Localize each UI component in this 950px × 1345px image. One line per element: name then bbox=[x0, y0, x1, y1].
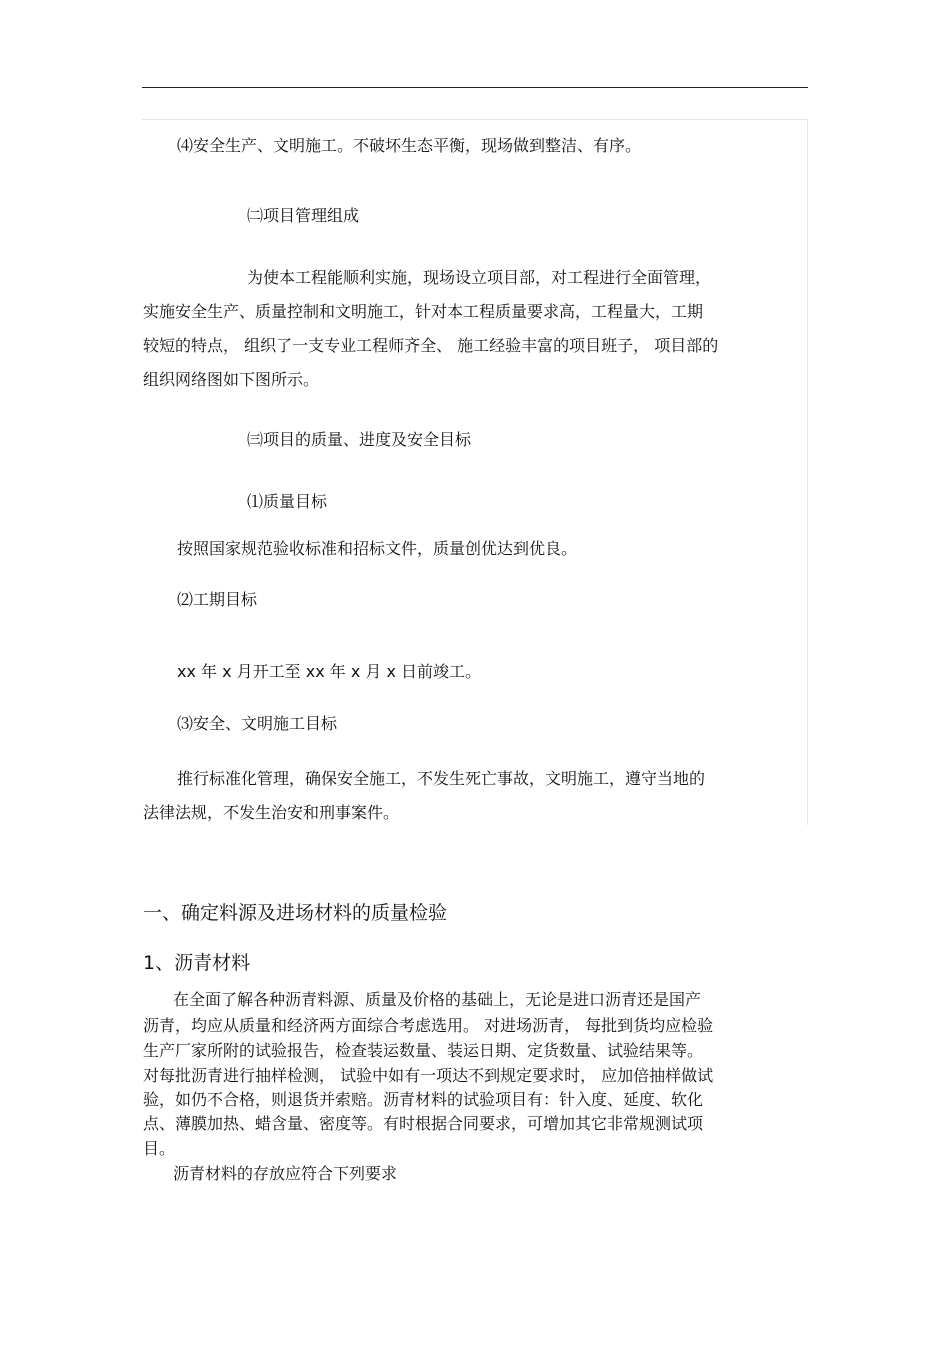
paragraph-line: 沥青材料的存放应符合下列要求 bbox=[173, 1164, 398, 1183]
header-rule bbox=[142, 87, 808, 88]
quality-goal-title: ⑴质量目标 bbox=[247, 492, 328, 511]
heading-project-management: ㈡项目管理组成 bbox=[247, 206, 360, 225]
quality-goal-text: 按照国家规范验收标准和招标文件，质量创优达到优良。 bbox=[177, 539, 578, 558]
paragraph-line: 沥青，均应从质量和经济两方面综合考虑选用。 对进场沥青， 每批到货均应检验 bbox=[143, 1016, 714, 1035]
section-heading: 一、确定料源及进场材料的质量检验 bbox=[143, 902, 448, 924]
paragraph-line: 法律法规，不发生治安和刑事案件。 bbox=[143, 803, 400, 822]
paragraph-line: 点、薄膜加热、蜡含量、密度等。有时根据合同要求，可增加其它非常规测试项 bbox=[143, 1114, 704, 1133]
paragraph-line: 在全面了解各种沥青料源、质量及价格的基础上，无论是进口沥青还是国产 bbox=[173, 990, 702, 1009]
paragraph-line: 验，如仍不合格，则退货并索赔。沥青材料的试验项目有：针入度、延度、软化 bbox=[143, 1090, 704, 1109]
paragraph-safety: ⑷安全生产、文明施工。不破坏生态平衡，现场做到整洁、有序。 bbox=[177, 136, 642, 155]
heading-goals: ㈢项目的质量、进度及安全目标 bbox=[247, 430, 472, 449]
paragraph-line: 实施安全生产、质量控制和文明施工，针对本工程质量要求高，工程量大，工期 bbox=[143, 302, 704, 321]
paragraph-line: 生产厂家所附的试验报告，检查装运数量、装运日期、定货数量、试验结果等。 bbox=[143, 1041, 704, 1060]
paragraph-line: 推行标准化管理，确保安全施工，不发生死亡事故，文明施工，遵守当地的 bbox=[177, 769, 706, 788]
paragraph-line: 较短的特点， 组织了一支专业工程师齐全、 施工经验丰富的项目班子， 项目部的 bbox=[143, 336, 719, 355]
paragraph-line: 为使本工程能顺利实施，现场设立项目部，对工程进行全面管理， bbox=[247, 268, 712, 287]
safety-goal-title: ⑶安全、文明施工目标 bbox=[177, 714, 338, 733]
paragraph-line: 对每批沥青进行抽样检测， 试验中如有一项达不到规定要求时， 应加倍抽样做试 bbox=[143, 1066, 714, 1085]
paragraph-line: 组织网络图如下图所示。 bbox=[143, 370, 320, 389]
subsection-heading: 1、沥青材料 bbox=[143, 952, 251, 974]
schedule-goal-text: xx 年 x 月开工至 xx 年 x 月 x 日前竣工。 bbox=[177, 662, 482, 681]
paragraph-line: 目。 bbox=[143, 1139, 176, 1158]
schedule-goal-title: ⑵工期目标 bbox=[177, 590, 258, 609]
